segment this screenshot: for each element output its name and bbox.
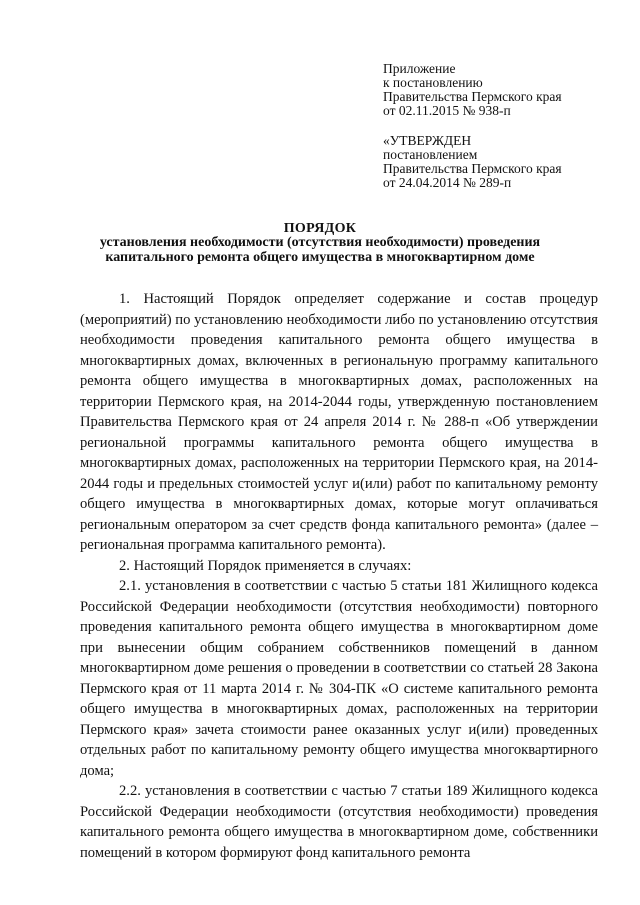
paragraph: 1. Настоящий Порядок определяет содержание и состав процедур (мероприятий) по установлению необходимости либо по установлению отсутствия необходимости проведения капитального ремонта общего имущества в многоквартирных домах, включенных в региональную программу капитального ремонта общего имущества в многоквартирных домах, расположенных на территории Пермского края, на 2014-2044 годы, утвержденную постановлением Правительства Пермского края от 24 апреля 2014 г. № 288-п «Об утверждении региональной программы капитального ремонта общего имущества в многоквартирных домах, расположенных на территории Пермского края, на 2014-2044 годы и предельных стоимостей услуг и(или) работ по капитальному ремонту общего имущества в многоквартирных домах, которые могут оплачиваться региональным оператором за счет средств фонда капитального ремонта» (далее – региональная программа капитального ремонта). [80,291,598,553]
approved-line: постановлением [383,147,478,162]
document-title: ПОРЯДОК [283,221,357,236]
annex-line: от 02.11.2015 № 938-п [383,103,511,118]
paragraph: 2.1. установления в соответствии с частью 5 статьи 181 Жилищного кодекса Российской Федерации необходимости (отсутствия необходимости) повторного проведения капитального ремонта общего имущества в многоквартирном доме при вынесении общим собранием собственников помещений в данном многоквартирном доме решения о проведении в соответствии со статьей 28 Закона Пермского края от 11 марта 2014 г. № 304-ПК «О системе капитального ремонта общего имущества в многоквартирных домах, расположенных на территории Пермского края» зачета стоимости ранее оказанных услуг и(или) проведенных отдельных работ по капитальному ремонту общего имущества многоквартирного дома; [80,578,598,779]
paragraph: 2.2. установления в соответствии с частью 7 статьи 189 Жилищного кодекса Российской Федерации необходимости (отсутствия необходимости) проведения капитального ремонта общего имущества в многоквартирном доме, собственники помещений в котором формируют фонд капитального ремонта [80,783,598,861]
annex-line: к постановлению [383,75,483,90]
approval-block [383,62,562,190]
subtitle-line: установления необходимости (отсутствия необходимости) проведения [99,235,541,250]
annex-line: Приложение [383,61,456,76]
approved-line: Правительства Пермского края [383,161,562,176]
document-subtitle [90,235,550,265]
approved-line: «УТВЕРЖДЕН [383,133,472,148]
subtitle-line: капитального ремонта общего имущества в многоквартирном доме [105,250,535,265]
annex-block [383,62,562,118]
document-body [80,289,598,863]
approved-line: от 24.04.2014 № 289-п [383,175,512,190]
annex-line: Правительства Пермского края [383,89,562,104]
paragraph: 2. Настоящий Порядок применяется в случаях: [119,557,412,574]
approved-block [383,134,562,190]
